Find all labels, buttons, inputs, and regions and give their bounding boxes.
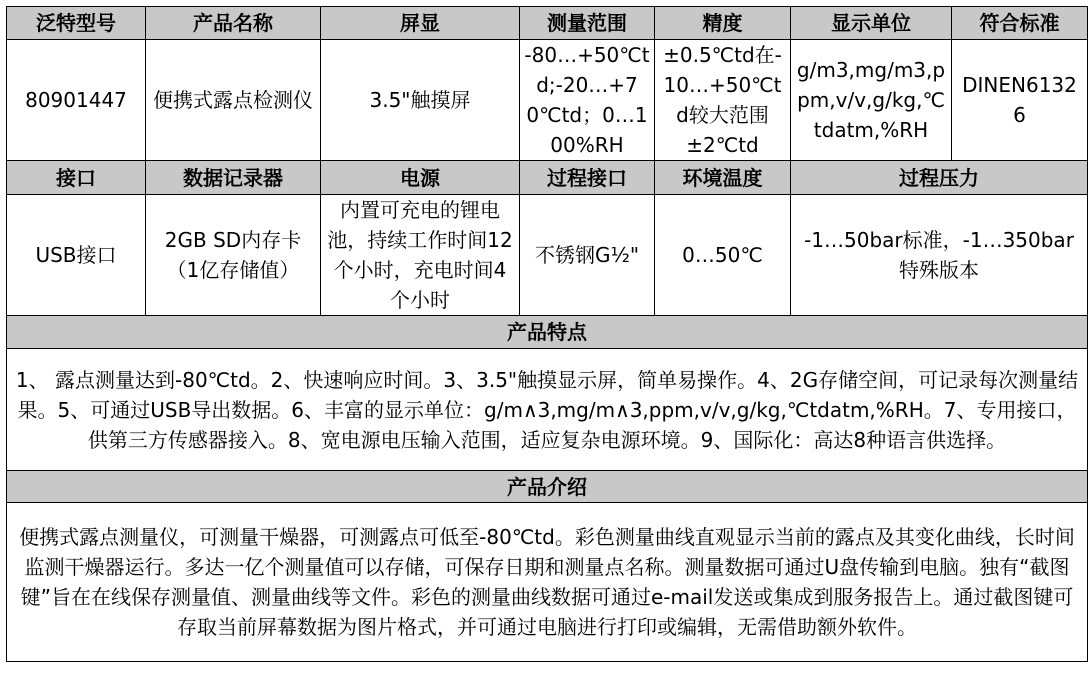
intro-row <box>7 503 1088 662</box>
header-ambient-temp: 环境温度 <box>655 161 791 195</box>
header-range: 测量范围 <box>520 7 655 40</box>
header-standard: 符合标准 <box>952 7 1088 40</box>
header-units: 显示单位 <box>791 7 952 40</box>
features-header-row <box>7 316 1088 349</box>
cell-screen: 3.5"触摸屏 <box>321 40 520 161</box>
intro-header-row <box>7 471 1088 503</box>
product-spec-table <box>6 6 1088 662</box>
cell-ambient-temp: 0…50℃ <box>655 195 791 316</box>
header-model: 泛特型号 <box>7 7 146 40</box>
intro-title: 产品介绍 <box>7 471 1088 503</box>
cell-logger: 2GB SD内存卡（1亿存储值） <box>146 195 321 316</box>
cell-process-connection: 不锈钢G½" <box>520 195 655 316</box>
cell-interface: USB接口 <box>7 195 146 316</box>
cell-units: g/m3,mg/m3,ppm,v/v,g/kg,℃tdatm,%RH <box>791 40 952 161</box>
spec-header-row-2 <box>7 161 1088 195</box>
header-interface: 接口 <box>7 161 146 195</box>
cell-power: 内置可充电的锂电池，持续工作时间12个小时，充电时间4个小时 <box>321 195 520 316</box>
cell-accuracy: ±0.5℃td在-10…+50℃td较大范围±2℃td <box>655 40 791 161</box>
header-screen: 屏显 <box>321 7 520 40</box>
header-process-connection: 过程接口 <box>520 161 655 195</box>
spec-header-row-1 <box>7 7 1088 40</box>
header-accuracy: 精度 <box>655 7 791 40</box>
intro-text: 便携式露点测量仪，可测量干燥器，可测露点可低至-80℃td。彩色测量曲线直观显示当前的露点及其变化曲线，长时间监测干燥器运行。多达一亿个测量值可以存储，可保存日期和测量点名称。测量数据可通过U盘传输到电脑。独有“截图键”旨在在线保存测量值、测量曲线等文件。彩色的测量曲线数据可通过e-mail发送或集成到服务报告上。通过截图键可存取当前屏幕数据为图片格式，并可通过电脑进行打印或编辑，无需借助额外软件。 <box>7 503 1088 662</box>
cell-range: -80…+50℃td;-20…+70℃td；0…100%RH <box>520 40 655 161</box>
spec-data-row-1 <box>7 40 1088 161</box>
features-row <box>7 349 1088 471</box>
header-logger: 数据记录器 <box>146 161 321 195</box>
cell-standard: DINEN61326 <box>952 40 1088 161</box>
cell-process-pressure: -1…50bar标准，-1…350bar特殊版本 <box>791 195 1088 316</box>
cell-model: 80901447 <box>7 40 146 161</box>
header-process-pressure: 过程压力 <box>791 161 1088 195</box>
cell-product-name: 便携式露点检测仪 <box>146 40 321 161</box>
header-product-name: 产品名称 <box>146 7 321 40</box>
features-title: 产品特点 <box>7 316 1088 349</box>
header-power: 电源 <box>321 161 520 195</box>
features-text: 1、 露点测量达到-80℃td。2、快速响应时间。3、3.5"触摸显示屏，简单易操作。4、2G存储空间，可记录每次测量结果。5、可通过USB导出数据。6、丰富的显示单位：g/m∧3,mg/m∧3,ppm,v/v,g/kg,℃tdatm,%RH。7、专用接口，供第三方传感器接入。8、宽电源电压输入范围，适应复杂电源环境。9、国际化：高达8种语言供选择。 <box>7 349 1088 471</box>
spec-data-row-2 <box>7 195 1088 316</box>
